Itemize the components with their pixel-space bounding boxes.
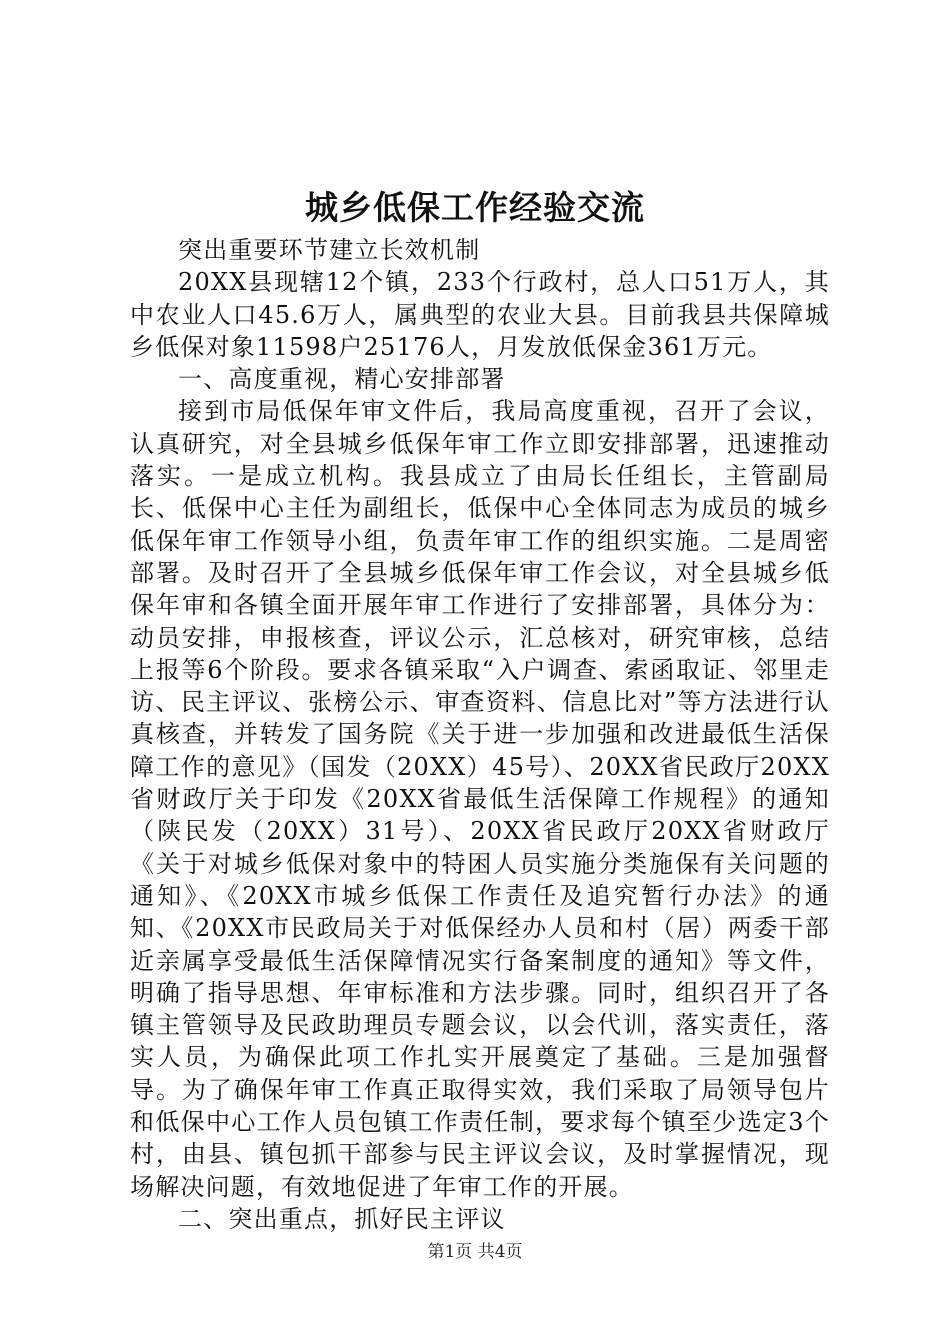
page-number-footer: 第1页 共4页 [427, 1242, 523, 1262]
section-1-paragraph: 接到市局低保年审文件后，我局高度重视，召开了会议，认真研究，对全县城乡低保年审工作立即安排部署，迅速推动落实。一是成立机构。我县成立了由局长任组长，主管副局长、低保中心主任为副组长，低保中心全体同志为成员的城乡低保年审工作领导小组，负责年审工作的组织实施。二是周密部署。及时召开了全县城乡低保年审工作会议，对全县城乡低保年审和各镇全面开展年审工作进行了安排部署，具体分为：动员安排，申报核查，评议公示，汇总核对，研究审核，总结上报等6个阶段。要求各镇采取“入户调查、索函取证、邻里走访、民主评议、张榜公示、审查资料、信息比对”等方法进行认真核查，并转发了国务院《关于进一步加强和改进最低生活保障工作的意见》（国发（20XX）45号）、20XX省民政厅20XX省财政厅关于印发《20XX省最低生活保障工作规程》的通知（陕民发（20XX）31号）、20XX省民政厅20XX省财政厅《关于对城乡低保对象中的特困人员实施分类施保有关问题的通知》、《20XX市城乡低保工作责任及追究暂行办法》的通知、《20XX市民政局关于对低保经办人员和村（居）两委干部近亲属享受最低生活保障情况实行备案制度的通知》等文件，明确了指导思想、年审标准和方法步骤。同时，组织召开了各镇主管领导及民政助理员专题会议，以会代训，落实责任，落实人员，为确保此项工作扎实开展奠定了基础。三是加强督导。为了确保年审工作真正取得实效，我们采取了局领导包片和低保中心工作人员包镇工作责任制，要求每个镇至少选定3个村，由县、镇包抓干部参与民主评议会议，及时掌握情况，现场解决问题，有效地促进了年审工作的开展。 [130, 397, 830, 1201]
document-body [130, 234, 830, 1235]
intro-paragraph: 20XX县现辖12个镇，233个行政村，总人口51万人，其中农业人口45.6万人，属典型的农业大县。目前我县共保障城乡低保对象11598户25176人，月发放低保金361万元。 [130, 268, 830, 361]
section-heading-2: 二、突出重点，抓好民主评议 [178, 1204, 506, 1233]
document-title: 城乡低保工作经验交流 [305, 188, 645, 227]
section-heading-1: 一、高度重视，精心安排部署 [178, 365, 506, 394]
subtitle-paragraph: 突出重要环节建立长效机制 [178, 236, 481, 264]
